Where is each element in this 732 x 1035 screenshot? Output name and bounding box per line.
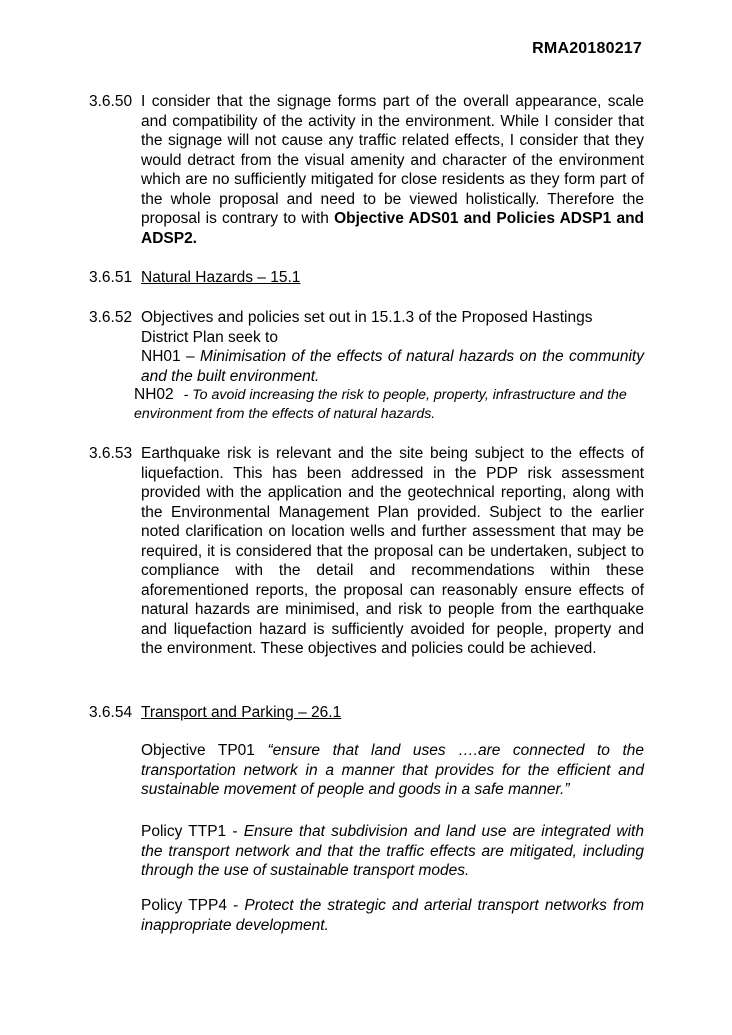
paragraph-number: 3.6.50: [89, 93, 133, 110]
policy-text: Protect the strategic and arterial transport networks from inappropriate development.: [141, 897, 644, 934]
objective-nh02: [134, 386, 644, 423]
paragraph-body: Earthquake risk is relevant and the site being subject to the effects of liquefaction. This has been addressed in the PDP risk assessment provided with the application and the geotechnical reporting, along with the Environmental Management Plan provided. Subject to the earlier noted clarification on location wells and further assessment that may be required, it is considered that the proposal can be undertaken, subject to compliance with the detail and recommendations within these aforementioned reports, the proposal can reasonably ensure effects of natural hazards are minimised, and risk to people from the earthquake and liquefaction hazard is sufficiently avoided for people, property and the environment. These objectives and policies could be achieved.: [141, 445, 644, 657]
objective-label: Objective TP01: [141, 742, 255, 759]
policy-text: Ensure that subdivision and land use are integrated with the transport network and that the traffic effects are mitigated, including through the use of sustainable transport modes.: [141, 823, 644, 879]
section-heading: Transport and Parking – 26.1: [141, 704, 342, 721]
paragraph-number: 3.6.52: [89, 309, 133, 326]
paragraph-body: [141, 703, 644, 723]
objective-code: NH01 –: [141, 348, 195, 365]
section-heading: Natural Hazards – 15.1: [141, 269, 301, 286]
document-reference: RMA20180217: [532, 40, 642, 57]
policy-label: Policy TTP1 -: [141, 823, 238, 840]
paragraph-text: I consider that the signage forms part of the overall appearance, scale and compatibility of the activity in the environment. While I consider that the signage will not cause any traffic related effects, I consider that they would detract from the visual amenity and character of the environment which are no sufficiently mitigated for close residents as they form part of the whole proposal and need to be viewed holistically. Therefore the proposal is contrary to with: [141, 93, 644, 227]
paragraph-number: 3.6.54: [89, 704, 133, 721]
paragraph-text: Objectives and policies set out in 15.1.3 of the Proposed Hastings District Plan seek to: [141, 309, 593, 346]
paragraph-3-6-50: [89, 92, 644, 248]
paragraph-3-6-54: [89, 703, 644, 723]
objective-text: Minimisation of the effects of natural hazards on the community and the built environment.: [141, 348, 644, 385]
paragraph-body: [141, 92, 644, 248]
paragraph-3-6-52: [89, 308, 644, 386]
paragraph-body: [141, 268, 644, 288]
objective-nh01: [141, 347, 644, 386]
objective-tp01: [141, 741, 644, 800]
paragraph-3-6-53: [89, 444, 644, 659]
policy-tpp4: [141, 896, 644, 935]
policy-ttp1: [141, 822, 644, 881]
objective-text: - To avoid increasing the risk to people, property, infrastructure and the environment from the effects of natural hazards.: [134, 387, 627, 422]
paragraph-number: 3.6.51: [89, 269, 133, 286]
paragraph-number: 3.6.53: [89, 445, 133, 462]
paragraph-bold-text: Objective ADS01 and Policies ADSP1 and ADSP2.: [141, 210, 645, 247]
paragraph-3-6-51: [89, 268, 644, 288]
objective-text: “ensure that land uses ….are connected to the transportation network in a manner that provides for the efficient and sustainable movement of people and goods in a safe manner.”: [141, 742, 645, 798]
objective-code: NH02: [134, 386, 174, 403]
policy-label: Policy TPP4 -: [141, 897, 239, 914]
paragraph-body: [141, 308, 644, 386]
